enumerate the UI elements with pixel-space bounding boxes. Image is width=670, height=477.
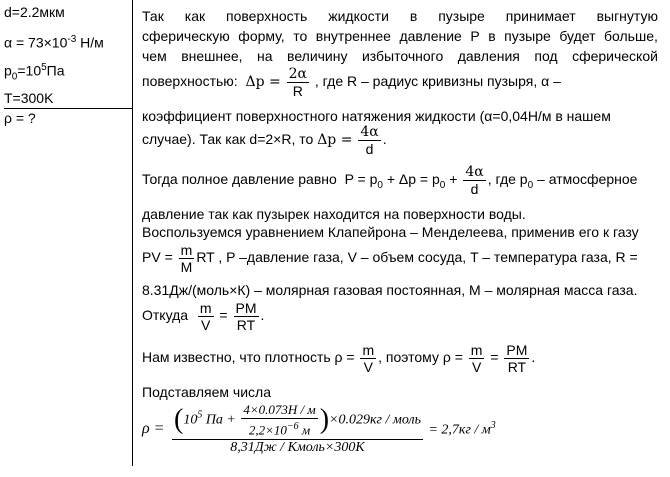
word: величину	[287, 48, 348, 64]
final-num-a-exp: 5	[197, 409, 203, 421]
l6-pre: случае). Так как d=2×R, то	[142, 131, 314, 148]
word: P	[470, 28, 480, 44]
word: то	[293, 28, 308, 44]
word: избыточного	[361, 48, 444, 64]
l4-post: , где R – радиус кривизны пузыря, α –	[314, 73, 561, 90]
final-denominator: 8,31Дж / Кмоль×300К	[230, 440, 365, 456]
alpha-unit: Н/м	[76, 34, 104, 51]
solution-line-11: 8.31Дж/(моль×К) – молярная газовая постоянная, M – молярная масса газа.	[142, 282, 638, 298]
final-numerator: ($10^5$ Па + $\frac{4\times 0.073Н / м}{2,2\times 10^{-6} м}$ )×0.029кг / моль	[172, 402, 423, 440]
p0-mid: =10	[17, 62, 42, 79]
final-inner-den-exp: −6	[286, 421, 299, 432]
frac-den: RT	[236, 317, 256, 333]
word: на	[257, 48, 273, 64]
solution-line-1	[142, 8, 658, 24]
solution-line-9: Воспользуемся уравнением Клапейрона – Менделеева, применив его к газу	[142, 224, 639, 240]
fraction-m-V	[198, 300, 214, 333]
solution-line-7	[142, 164, 637, 197]
given-T: T=300K	[4, 90, 54, 106]
word: давление	[399, 28, 462, 44]
word: форму,	[238, 28, 285, 44]
word: чем	[142, 48, 167, 64]
alpha-exp: -3	[67, 34, 77, 45]
frac-den: M	[180, 259, 193, 275]
word: поверхность	[226, 8, 308, 24]
l7-sub3: 0	[527, 180, 534, 191]
l10-post: RT , P –давление газа, V – объем сосуда, T – температура газа, R =	[196, 249, 638, 266]
frac-num: PM	[235, 300, 257, 316]
frac-den: V	[363, 359, 373, 375]
l10-pre: PV =	[142, 249, 173, 266]
solution-line-5: коэффициент поверхностного натяжения жидкости (α=0,04Н/м в нашем	[142, 108, 611, 124]
frac-num: 2α	[288, 66, 307, 82]
word: в	[409, 8, 418, 24]
final-inner-fraction	[241, 402, 317, 438]
fraction-PM-RT	[234, 300, 259, 333]
dp-lhs-2: Δp =	[317, 132, 353, 149]
final-rho: ρ =	[142, 420, 165, 438]
l12-eq: =	[219, 307, 228, 324]
given-p0	[4, 62, 65, 82]
frac-num: m	[470, 342, 483, 358]
word: как	[184, 8, 206, 24]
l7-post: , где p	[487, 171, 528, 188]
word: внешнее,	[181, 48, 243, 64]
fraction-m-V-3	[469, 342, 485, 375]
solution-line-13	[142, 342, 535, 375]
dp-lhs: Δp =	[245, 74, 281, 91]
final-result	[428, 420, 495, 439]
final-inner-den-b: м	[298, 422, 311, 438]
word: будет	[559, 28, 596, 44]
fraction-PM-RT-2	[504, 342, 529, 375]
l7-sub2: 0	[439, 180, 446, 191]
solution-line-4	[142, 66, 561, 99]
l12-pre: Откуда	[142, 307, 189, 324]
word: пузыре	[438, 8, 485, 24]
fraction-m-M	[179, 242, 195, 275]
final-formula	[142, 402, 496, 456]
l7-tail: – атмосферное	[533, 171, 638, 188]
word: сферической	[572, 48, 658, 64]
l13-mid: , поэтому ρ =	[378, 349, 463, 366]
final-inner-num: 4×0.073Н / м	[243, 402, 316, 417]
frac-den: d	[365, 141, 374, 157]
l7-mid: + Δp = p	[382, 171, 440, 188]
frac-num: 4α	[465, 164, 484, 180]
frac-num: PM	[506, 342, 528, 358]
final-num-a: 10	[183, 412, 198, 428]
p0-lhs: p	[4, 62, 12, 79]
frac-den: V	[471, 359, 482, 375]
word: больше,	[604, 28, 658, 44]
solution-line-6	[142, 124, 387, 157]
word: пузыре	[504, 28, 551, 44]
final-inner-den	[241, 419, 317, 438]
l13-post: .	[531, 349, 536, 366]
final-num-c: ×0.029кг / моль	[329, 412, 421, 428]
alpha-lhs: α = 73×10	[4, 34, 68, 51]
solution-line-14: Подставляем числа	[142, 384, 271, 400]
word: Так	[142, 8, 164, 24]
given-alpha	[4, 34, 104, 51]
word: выгнутую	[596, 8, 658, 24]
l7-plus: +	[445, 171, 462, 188]
frac-num: m	[180, 242, 193, 258]
word: под	[534, 48, 558, 64]
fraction-2alpha-R	[287, 66, 309, 99]
solution-line-3	[142, 48, 658, 64]
word: в	[488, 28, 496, 44]
l4-pre: поверхностью:	[142, 73, 238, 90]
p0-exp: 5	[41, 62, 47, 73]
solution-line-8: давление так как пузырек находится на поверхности воды.	[142, 206, 526, 222]
l6-post: .	[382, 131, 387, 148]
frac-den: V	[201, 317, 211, 333]
word: жидкости	[328, 8, 389, 24]
final-result-exp: 3	[490, 419, 496, 431]
frac-den: d	[470, 181, 479, 197]
final-fraction	[172, 402, 423, 456]
frac-num: m	[362, 342, 375, 358]
solution-line-2	[142, 28, 658, 44]
l7-pre: Тогда полное давление равно	[142, 171, 337, 188]
l13-pre: Нам известно, что плотность ρ =	[142, 349, 355, 366]
fraction-m-V-2	[360, 342, 376, 375]
solution-line-10	[142, 242, 638, 275]
given-divider	[4, 108, 132, 109]
p0-unit: Па	[46, 62, 65, 79]
given-d: d=2.2мкм	[4, 4, 65, 20]
word: внутреннее	[315, 28, 391, 44]
fraction-4alpha-d	[358, 124, 380, 157]
frac-num: m	[199, 300, 212, 316]
final-num-b: Па +	[202, 412, 240, 428]
word: сферическую	[142, 28, 230, 44]
find-rho: ρ = ?	[4, 110, 36, 126]
final-inner-den-a: 2,2×10	[248, 422, 287, 438]
word: принимает	[505, 8, 576, 24]
frac-den: RT	[507, 359, 527, 375]
l13-eq: =	[490, 349, 499, 366]
l7-sub1: 0	[377, 180, 383, 191]
p0-sub: 0	[11, 71, 18, 83]
fraction-4alpha-d-2	[463, 164, 485, 197]
l7-eq: P = p	[344, 171, 378, 188]
column-divider	[132, 0, 133, 466]
word: давления	[457, 48, 520, 64]
final-result-value: = 2,7кг / м	[428, 422, 491, 438]
solution-line-12	[142, 300, 264, 333]
l12-post: .	[260, 307, 265, 324]
frac-den: R	[292, 83, 303, 99]
frac-num: 4α	[360, 124, 379, 140]
